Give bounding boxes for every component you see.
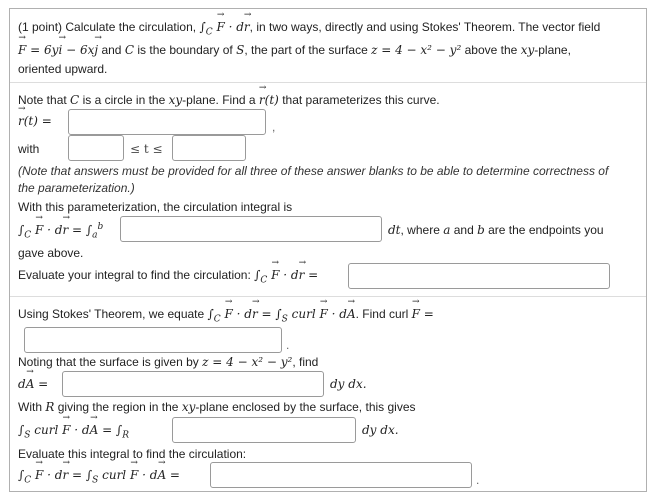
evaluate-stokes-text: Evaluate this integral to find the circulation: — [18, 447, 247, 461]
dydx-text: dy dx. — [330, 377, 367, 391]
r-of-t-input[interactable] — [68, 109, 266, 135]
stokes-intro-text: Using Stokes' Theorem, we equate $\int_C$ F → · dr → = $\int_S$ curl F → · dA →. Find curl F → = — [18, 306, 434, 322]
param-note: Note that C is a circle in the xy-plane. Find a r →(t) that parameterizes this curve. — [18, 92, 440, 108]
problem-statement-line2: F → = 6yi → − 6xj → and C is the boundary of S, the part of the surface z = 4 − x² − y² above the xy-plane, — [18, 42, 571, 58]
curl-integral-expr: $\int_S$ curl F → · dA → = $\int_R$ — [18, 422, 129, 438]
circulation-input[interactable] — [348, 263, 610, 289]
t-inequality: ≤ t ≤ — [130, 142, 163, 156]
dA-label: dA → = — [18, 376, 48, 392]
region-text: With R giving the region in the xy-plane enclosed by the surface, this gives — [18, 400, 416, 414]
evaluate-circulation-text: Evaluate your integral to find the circulation: $\int_C$ F → · dr → = — [18, 267, 318, 283]
divider — [10, 82, 646, 83]
r-of-t-label: r →(t) = — [18, 113, 52, 129]
note-line1: (Note that answers must be provided for all three of these answer blanks to be able to determine correctness of — [18, 164, 609, 178]
final-circulation-input[interactable] — [210, 462, 472, 488]
integrand-input[interactable] — [120, 216, 382, 242]
curl-input[interactable] — [24, 327, 282, 353]
period-mark: . — [476, 473, 480, 487]
vector-field-expr: F → = 6yi → − 6xj → — [18, 43, 98, 57]
divider — [10, 296, 646, 297]
problem-statement-line1: (1 point) Calculate the circulation, $\int_C$ F → · dr →, in two ways, directly and using Stokes' Theorem. The vector field — [18, 19, 600, 35]
with-label: with — [18, 142, 40, 156]
problem-statement-line3: oriented upward. — [18, 62, 108, 76]
final-integral-expr: $\int_C$ F → · dr → = $\int_S$ curl F → · dA → = — [18, 467, 180, 483]
with-param-text: With this parameterization, the circulation integral is — [18, 200, 293, 214]
circulation-integral-expr: $\int_C$ F → · dr → — [199, 20, 249, 34]
t-lower-bound-input[interactable] — [68, 135, 124, 161]
gave-above-text: gave above. — [18, 246, 84, 260]
comma-mark: , — [272, 120, 276, 134]
problem-panel — [9, 8, 647, 492]
t-upper-bound-input[interactable] — [172, 135, 246, 161]
dA-input[interactable] — [62, 371, 324, 397]
endpoints-text: dt, where a and b are the endpoints you — [388, 223, 604, 237]
curl-integrand-input[interactable] — [172, 417, 356, 443]
surface-expr: z = 4 − x² − y² — [371, 43, 462, 57]
noting-surface-text: Noting that the surface is given by z = 4 − x² − y², find — [18, 355, 319, 369]
note-line2: the parameterization.) — [18, 181, 135, 195]
dydx2-text: dy dx. — [362, 423, 399, 437]
period-mark: . — [286, 338, 290, 352]
param-integral-expr: $\int_C$ F → · dr → = $\int_a^b$ — [18, 222, 103, 238]
